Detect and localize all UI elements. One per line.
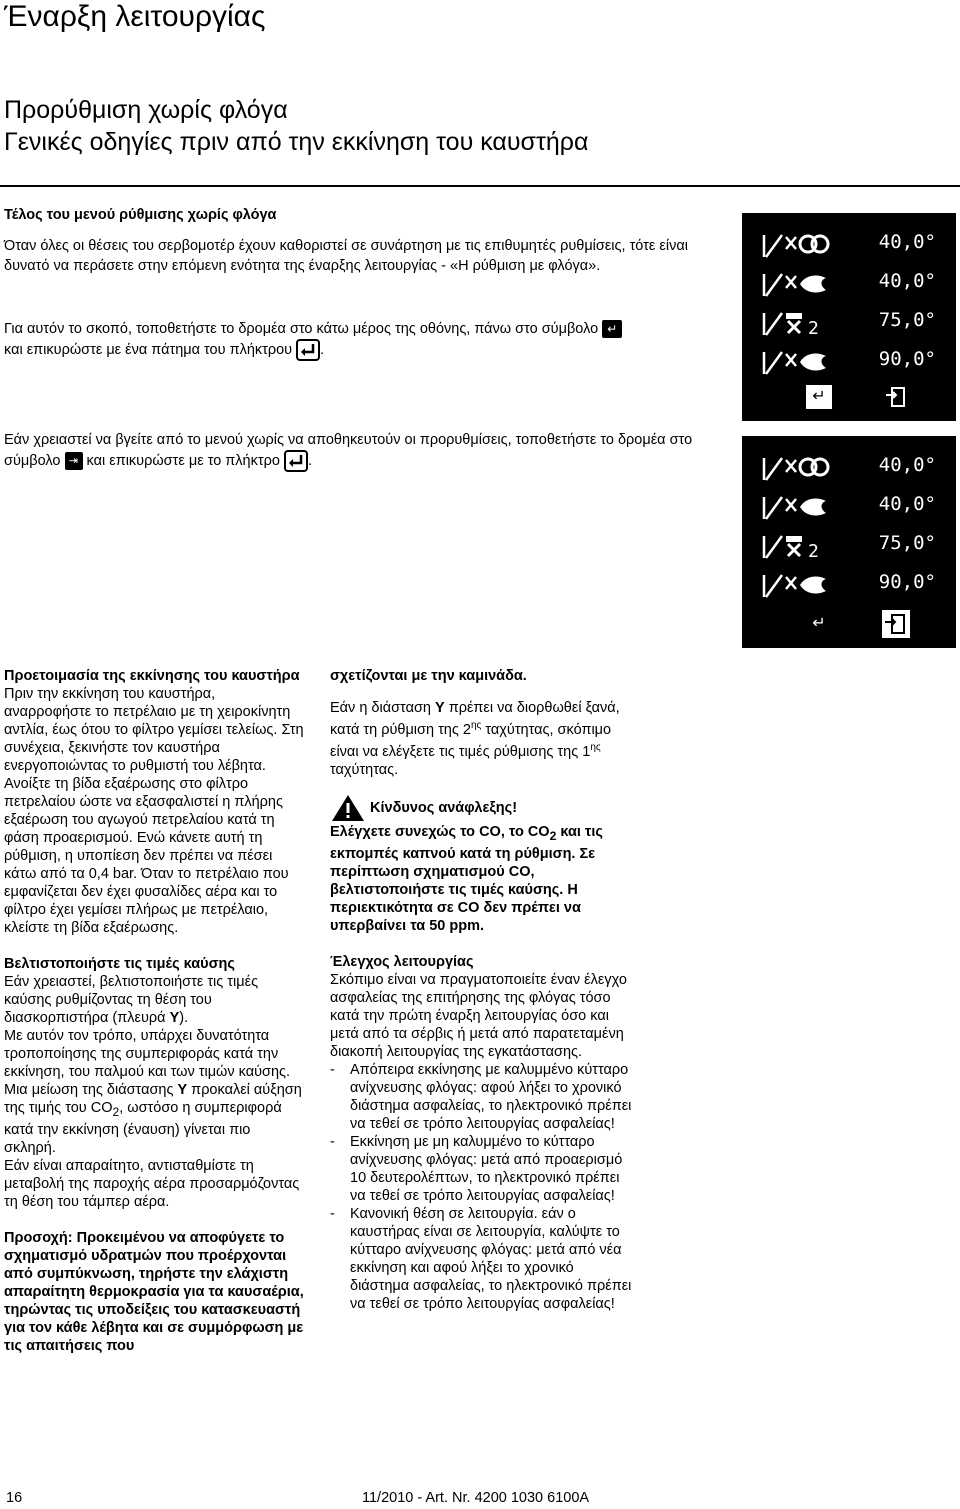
servo-flame-symbol-icon xyxy=(760,567,840,603)
heading-divider xyxy=(0,185,960,187)
enter-symbol-icon: ↵ xyxy=(602,320,622,338)
exit-text-2: και επικυρώστε με το πλήκτρο xyxy=(86,452,280,469)
screen-row-4 xyxy=(742,567,956,603)
enter-button-selected[interactable]: ↵ xyxy=(806,385,832,409)
screen-row-4 xyxy=(742,344,956,380)
stage-digit: 2 xyxy=(808,318,819,339)
confirm-end: . xyxy=(320,341,325,358)
confirm-paragraph xyxy=(4,319,744,361)
servo-stage-symbol-icon xyxy=(760,305,840,341)
page-title: Έναρξη λειτουργίας xyxy=(4,0,266,33)
screen-row-1 xyxy=(742,450,956,486)
prep-text: Πριν την εκκίνηση του καυστήρα, αναρροφήστε το πετρέλαιο με τη χειροκίνητη αντλία, έως ότου το φίλτρο γεμίσει τελείως. Στη συνέχεια, ξεκινήστε τον καυστήρα ενεργοποιώντας το ρυθμιστή του λέβητα. Ανοίξτε τη βίδα εξαέρωσης στο φίλτρο πετρελαίου ώστε να εξασφαλιστεί η πλήρης εξαέρωση του αγωγού πετρελαίου κατά τη φάση προαερισμού. Ενώ κάνετε αυτή τη ρύθμιση, η υποπίεση δεν πρέπει να πέσει κάτω από τα 0,4 bar. Όταν το πετρέλαιο που εμφανίζεται δεν έχει φυσαλίδες αέρα και το φίλτρο έχει γεμίσει πλήρως με πετρέλαιο, κλείστε τη βίδα εξαέρωσης. xyxy=(4,686,304,936)
prep-title: Προετοιμασία της εκκίνησης του καυστήρα xyxy=(4,668,300,684)
screen-row-2 xyxy=(742,266,956,302)
confirm-text-1: Για αυτόν το σκοπό, τοποθετήστε το δρομέα στο κάτω μέρος της οθόνης, πάνω στο σύμβολο xyxy=(4,321,599,337)
chimney-continuation: σχετίζονται με την καμινάδα. xyxy=(330,668,527,684)
stage-digit: 2 xyxy=(808,541,819,562)
screen-row-2 xyxy=(742,489,956,525)
screen-value-3: 75,0° xyxy=(878,532,936,554)
screen-value-4: 90,0° xyxy=(878,571,936,593)
screen-bottom-bar xyxy=(742,381,956,413)
display-screen-exit-selected xyxy=(742,436,956,648)
exit-end: . xyxy=(307,452,312,469)
optimize-text-3: Εάν είναι απαραίτητο, αντισταθμίστε τη μεταβολή της παροχής αέρα προσαρμόζοντας τη θέση του τάμπερ αέρα. xyxy=(4,1157,300,1210)
right-column xyxy=(330,667,636,1313)
screen-value-2: 40,0° xyxy=(878,493,936,515)
intro-paragraph: Όταν όλες οι θέσεις του σερβομοτέρ έχουν καθοριστεί σε συνάρτηση με τις επιθυμητές ρυθμίσεις, τότε είναι δυνατό να περάσετε στην επόμενη ενότητα της έναρξης λειτουργίας - «Η ρύθμιση με φλόγα». xyxy=(4,238,688,274)
enter-key-icon xyxy=(284,450,308,472)
exit-symbol-icon: ⇥ xyxy=(65,452,83,470)
list-item: - Κανονική θέση σε λειτουργία. εάν ο καυστήρας είναι σε λειτουργία, καλύψτε το κύτταρο ανίχνευσης φλόγας: μετά από νέα εκκίνηση και αφού λήξει το χρονικό διάστημα ασφαλείας, το ηλεκτρονικό πρέπει να τεθεί σε τρόπο λειτουργίας ασφαλείας! xyxy=(330,1205,632,1312)
document-reference: 11/2010 - Art. Nr. 4200 1030 6100A xyxy=(362,1490,590,1506)
screen-row-1 xyxy=(742,227,956,263)
servo-nozzle-symbol-icon xyxy=(760,450,840,486)
exit-door-icon-selected[interactable] xyxy=(882,610,910,638)
servo-nozzle-symbol-icon xyxy=(760,227,840,263)
display-screen-enter-selected xyxy=(742,213,956,421)
optimize-text-1: Εάν χρειαστεί, βελτιστοποιήστε τις τιμές καύσης ρυθμίζοντας τη θέση του διασκορπιστήρα (πλευρά Y). xyxy=(4,974,259,1026)
screen-row-3 xyxy=(742,305,956,341)
left-column xyxy=(4,667,304,1355)
screen-value-4: 90,0° xyxy=(878,348,936,370)
function-check-text: Σκόπιμο είναι να πραγματοποιείτε έναν έλεγχο ασφαλείας της επιτήρησης της φλόγας τόσο κατά την πρώτη έναρξη λειτουργίας όσο και μετά από τα σέρβις ή μετά από παρατεταμένη διακοπή λειτουργίας της εγκατάστασης. xyxy=(330,971,627,1060)
servo-flame-symbol-icon xyxy=(760,344,840,380)
exit-door-icon[interactable] xyxy=(884,385,910,409)
page-number: 16 xyxy=(6,1490,23,1506)
enter-button[interactable]: ↵ xyxy=(812,615,826,632)
optimize-text-2: Με αυτόν τον τρόπο, υπάρχει δυνατότητα τροποποίησης της συμπεριφοράς κατά την εκκίνηση, του παλμού και των τιμών καύσης. Μια μείωση της διάστασης Y προκαλεί αύξηση της τιμής του $CO_2$, ωστόσο η συμπεριφορά κατά την εκκίνηση (έναυση) γίνεται πιο σκληρή. xyxy=(4,1028,302,1156)
confirm-text-2: και επικυρώστε με ένα πάτημα του πλήκτρου xyxy=(4,341,293,358)
y-dimension-text: Εάν η διάσταση Y πρέπει να διορθωθεί ξανά, κατά τη ρύθμιση της $2^{\eta\varsigma}$ ταχύτητας, σκόπιμο είναι να ελέγξετε τις τιμές ρύθμισης της $1^{\eta\varsigma}$ ταχύτητας. xyxy=(330,700,620,778)
screen-value-2: 40,0° xyxy=(878,270,936,292)
section-heading-preset: Προρύθμιση χωρίς φλόγα xyxy=(4,96,288,124)
screen-bottom-bar xyxy=(742,608,956,640)
warning-triangle-icon xyxy=(330,793,366,823)
screen-value-3: 75,0° xyxy=(878,309,936,331)
check-list xyxy=(330,1061,636,1313)
danger-text: Ελέγχετε συνεχώς το CO, το $CO_2$ και τις εκπομπές καπνού κατά τη ρύθμιση. Σε περίπτωση σχηματισμού CO, βελτιστοποιήστε τις τιμές καύσης. Η περιεκτικότητα σε CO δεν πρέπει να υπερβαίνει τα 50 ppm. xyxy=(330,823,603,934)
list-item: - Εκκίνηση με μη καλυμμένο το κύτταρο ανίχνευσης φλόγας: μετά από προαερισμό 10 δευτερολέπτων, το ηλεκτρονικό πρέπει να τεθεί σε τρόπο λειτουργίας ασφαλείας! xyxy=(330,1133,623,1204)
danger-heading xyxy=(330,793,636,823)
exit-text-1: Εάν χρειαστεί να βγείτε από το μενού χωρίς να αποθηκευτούν οι προρυθμίσεις, τοποθετήστε το δρομέα στο σύμβολο xyxy=(4,432,693,469)
screen-value-1: 40,0° xyxy=(878,231,936,253)
screen-value-1: 40,0° xyxy=(878,454,936,476)
caution-text: Προσοχή: Προκειμένου να αποφύγετε το σχηματισμό υδρατμών που προέρχονται από συμπύκνωση, τηρήστε την ελάχιστη απαραίτητη θερμοκρασία για τα καυσαέρια, τηρώντας τις υποδείξεις του κατασκευαστή για τον κάθε λέβητα και σε συμμόρφωση με τις απαιτήσεις που xyxy=(4,1229,304,1354)
section-heading-general: Γενικές οδηγίες πριν από την εκκίνηση του καυστήρα xyxy=(4,128,589,156)
enter-key-icon xyxy=(296,339,320,361)
servo-flame-symbol-icon xyxy=(760,266,840,302)
list-item: - Απόπειρα εκκίνησης με καλυμμένο κύτταρο ανίχνευσης φλόγας: αφού λήξει το χρονικό διάστημα ασφαλείας, το ηλεκτρονικό πρέπει να τεθεί σε τρόπο λειτουργίας ασφαλείας! xyxy=(330,1061,632,1132)
exit-paragraph xyxy=(4,430,724,472)
screen-row-3 xyxy=(742,528,956,564)
subsection-title: Τέλος του μενού ρύθμισης χωρίς φλόγα xyxy=(4,207,277,223)
servo-flame-symbol-icon xyxy=(760,489,840,525)
servo-stage-symbol-icon xyxy=(760,528,840,564)
function-check-title: Έλεγχος λειτουργίας xyxy=(330,953,474,970)
danger-title: Κίνδυνος ανάφλεξης! xyxy=(370,799,518,816)
optimize-title: Βελτιστοποιήστε τις τιμές καύσης xyxy=(4,956,235,972)
